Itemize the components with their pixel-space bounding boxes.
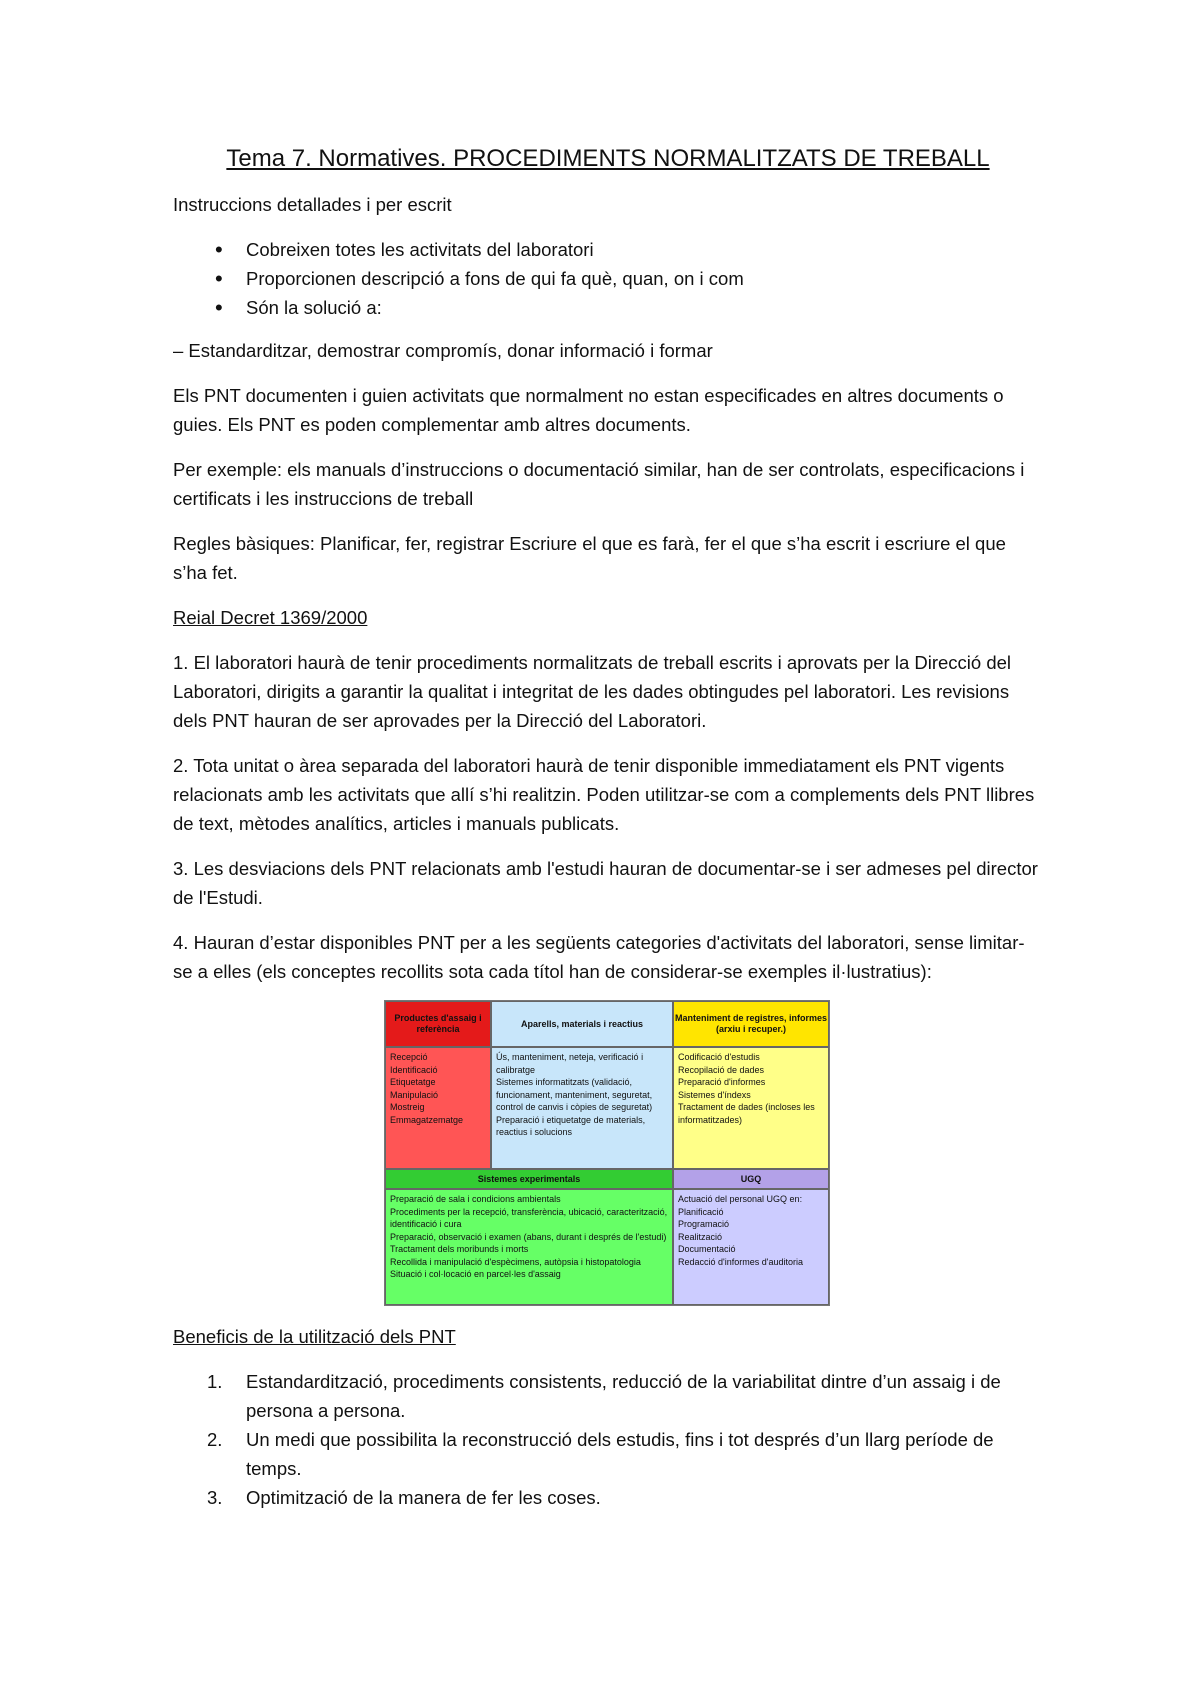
paragraph: Per exemple: els manuals d’instruccions o documentació similar, han de ser controlats, especificacions i certificats i les instruccions de treball <box>173 459 1025 509</box>
box-line: Preparació i etiquetatge de materials, reactius i solucions <box>496 1114 646 1137</box>
item-number: 1. <box>207 1371 223 1392</box>
intro-text: Instruccions detallades i per escrit <box>173 194 452 215</box>
box-line: Documentació <box>678 1244 736 1254</box>
box-line: Procediments per la recepció, transferència, ubicació, caracterització, identificació i cura <box>390 1206 668 1229</box>
box-line: Manipulació <box>390 1089 439 1100</box>
list-item: • Són la solució a: <box>173 293 1043 322</box>
box-line: Programació <box>678 1219 730 1229</box>
list-item <box>173 1425 1043 1483</box>
decree-item <box>173 648 1043 735</box>
box-header-records: Manteniment de registres, informes (arxiu i recuper.) <box>673 1001 829 1047</box>
box-line: Recollida i manipulació d'espècimens, autòpsia i histopatologia <box>390 1256 641 1267</box>
list-item: • Proporcionen descripció a fons de qui fa què, quan, on i com <box>173 264 1043 293</box>
item-number: 2. <box>173 755 189 776</box>
box-line: Sistemes informatitzats (validació, funcionament, manteniment, seguretat, control de canvis i còpies de seguretat) <box>496 1077 653 1112</box>
box-line: Identificació <box>390 1064 438 1075</box>
item-text: El laboratori haurà de tenir procediments normalitzats de treball escrits i aprovats per la Direcció del Laboratori, dirigits a garantir la qualitat i integritat de les dades obtingudes pel laboratori. Les revisions dels PNT hauran de ser aprovades per la Direcció del Laboratori. <box>173 652 1012 731</box>
box-line: Recopilació de dades <box>678 1064 765 1075</box>
benefits-list <box>173 1367 1043 1512</box>
paragraph: Regles bàsiques: Planificar, fer, registrar Escriure el que es farà, fer el que s’ha escrit i escriure el que s’ha fet. <box>173 533 1006 583</box>
item-number: 3. <box>173 858 189 879</box>
decree-item <box>173 854 1043 912</box>
box-header-ugq: UGQ <box>673 1169 829 1189</box>
pnt-categories-figure <box>384 1000 830 1306</box>
box-line: Actuació del personal UGQ en: <box>678 1194 803 1204</box>
box-line: Sistemes d'índexs <box>678 1089 751 1100</box>
list-item: • Cobreixen totes les activitats del laboratori <box>173 235 1043 264</box>
box-line: Emmagatzematge <box>390 1114 464 1125</box>
item-number: 2. <box>207 1429 223 1450</box>
paragraph: Els PNT documenten i guien activitats que normalment no estan especificades en altres documents o guies. Els PNT es poden complementar amb altres documents. <box>173 385 1004 435</box>
item-number: 3. <box>207 1487 223 1508</box>
box-line: Preparació de sala i condicions ambientals <box>390 1194 561 1204</box>
decree-item <box>173 928 1043 986</box>
box-body-ugq <box>673 1189 829 1305</box>
item-number: 4. <box>173 932 189 953</box>
benefits-heading: Beneficis de la utilització dels PNT <box>173 1326 456 1347</box>
box-header-test-systems: Sistemes experimentals <box>385 1169 673 1189</box>
box-line: Ús, manteniment, neteja, verificació i calibratge <box>496 1052 644 1075</box>
box-line: Realització <box>678 1231 723 1242</box>
box-line: Preparació, observació i examen (abans, durant i després de l'estudi) <box>390 1231 667 1242</box>
box-header-equipment: Aparells, materials i reactius <box>491 1001 673 1047</box>
list-item <box>173 1367 1043 1425</box>
decree-item <box>173 751 1043 838</box>
box-body-test-products <box>385 1047 491 1169</box>
item-text: Un medi que possibilita la reconstrucció dels estudis, fins i tot després d’un llarg període de temps. <box>246 1429 994 1479</box>
box-line: Tractament dels moribunds i morts <box>390 1244 529 1254</box>
item-text: Estandardització, procediments consistents, reducció de la variabilitat dintre d’un assaig i de persona a persona. <box>246 1371 1001 1421</box>
box-line: Tractament de dades (incloses les informatitzades) <box>678 1102 815 1125</box>
item-text: Hauran d’estar disponibles PNT per a les següents categories d'activitats del laboratori, sense limitar-se a elles (els conceptes recollits sota cada títol han de considerar-se exemples il·lustratius): <box>173 932 1025 982</box>
list-item <box>173 1483 1043 1512</box>
bullet-list <box>173 235 1043 322</box>
box-line: Situació i col·locació en parcel·les d'assaig <box>390 1269 561 1279</box>
decree-heading: Reial Decret 1369/2000 <box>173 607 368 628</box>
box-line: Etiquetatge <box>390 1077 436 1087</box>
box-line: Planificació <box>678 1206 724 1217</box>
item-text: Optimització de la manera de fer les coses. <box>246 1487 601 1508</box>
item-text: Tota unitat o àrea separada del laboratori haurà de tenir disponible immediatament els PNT vigents relacionats amb les activitats que allí s’hi realitzin. Poden utilitzar-se com a complements dels PNT llibres de text, mètodes analítics, articles i manuals publicats. <box>173 755 1035 834</box>
box-line: Mostreig <box>390 1102 425 1112</box>
dash-line: – Estandarditzar, demostrar compromís, donar informació i formar <box>173 340 713 361</box>
page-title: Tema 7. Normatives. PROCEDIMENTS NORMALITZATS DE TREBALL <box>226 145 990 172</box>
box-line: Preparació d'informes <box>678 1077 766 1087</box>
box-line: Recepció <box>390 1052 428 1062</box>
box-line: Codificació d'estudis <box>678 1052 760 1062</box>
box-header-test-products: Productes d'assaig i referència <box>385 1001 491 1047</box>
item-text: Les desviacions dels PNT relacionats amb l'estudi hauran de documentar-se i ser admeses pel director de l'Estudi. <box>173 858 1038 908</box>
box-body-test-systems <box>385 1189 673 1305</box>
document-page <box>173 142 1043 1512</box>
box-body-records <box>673 1047 829 1169</box>
box-body-equipment <box>491 1047 673 1169</box>
box-line: Redacció d'informes d'auditoria <box>678 1256 804 1267</box>
item-number: 1. <box>173 652 189 673</box>
